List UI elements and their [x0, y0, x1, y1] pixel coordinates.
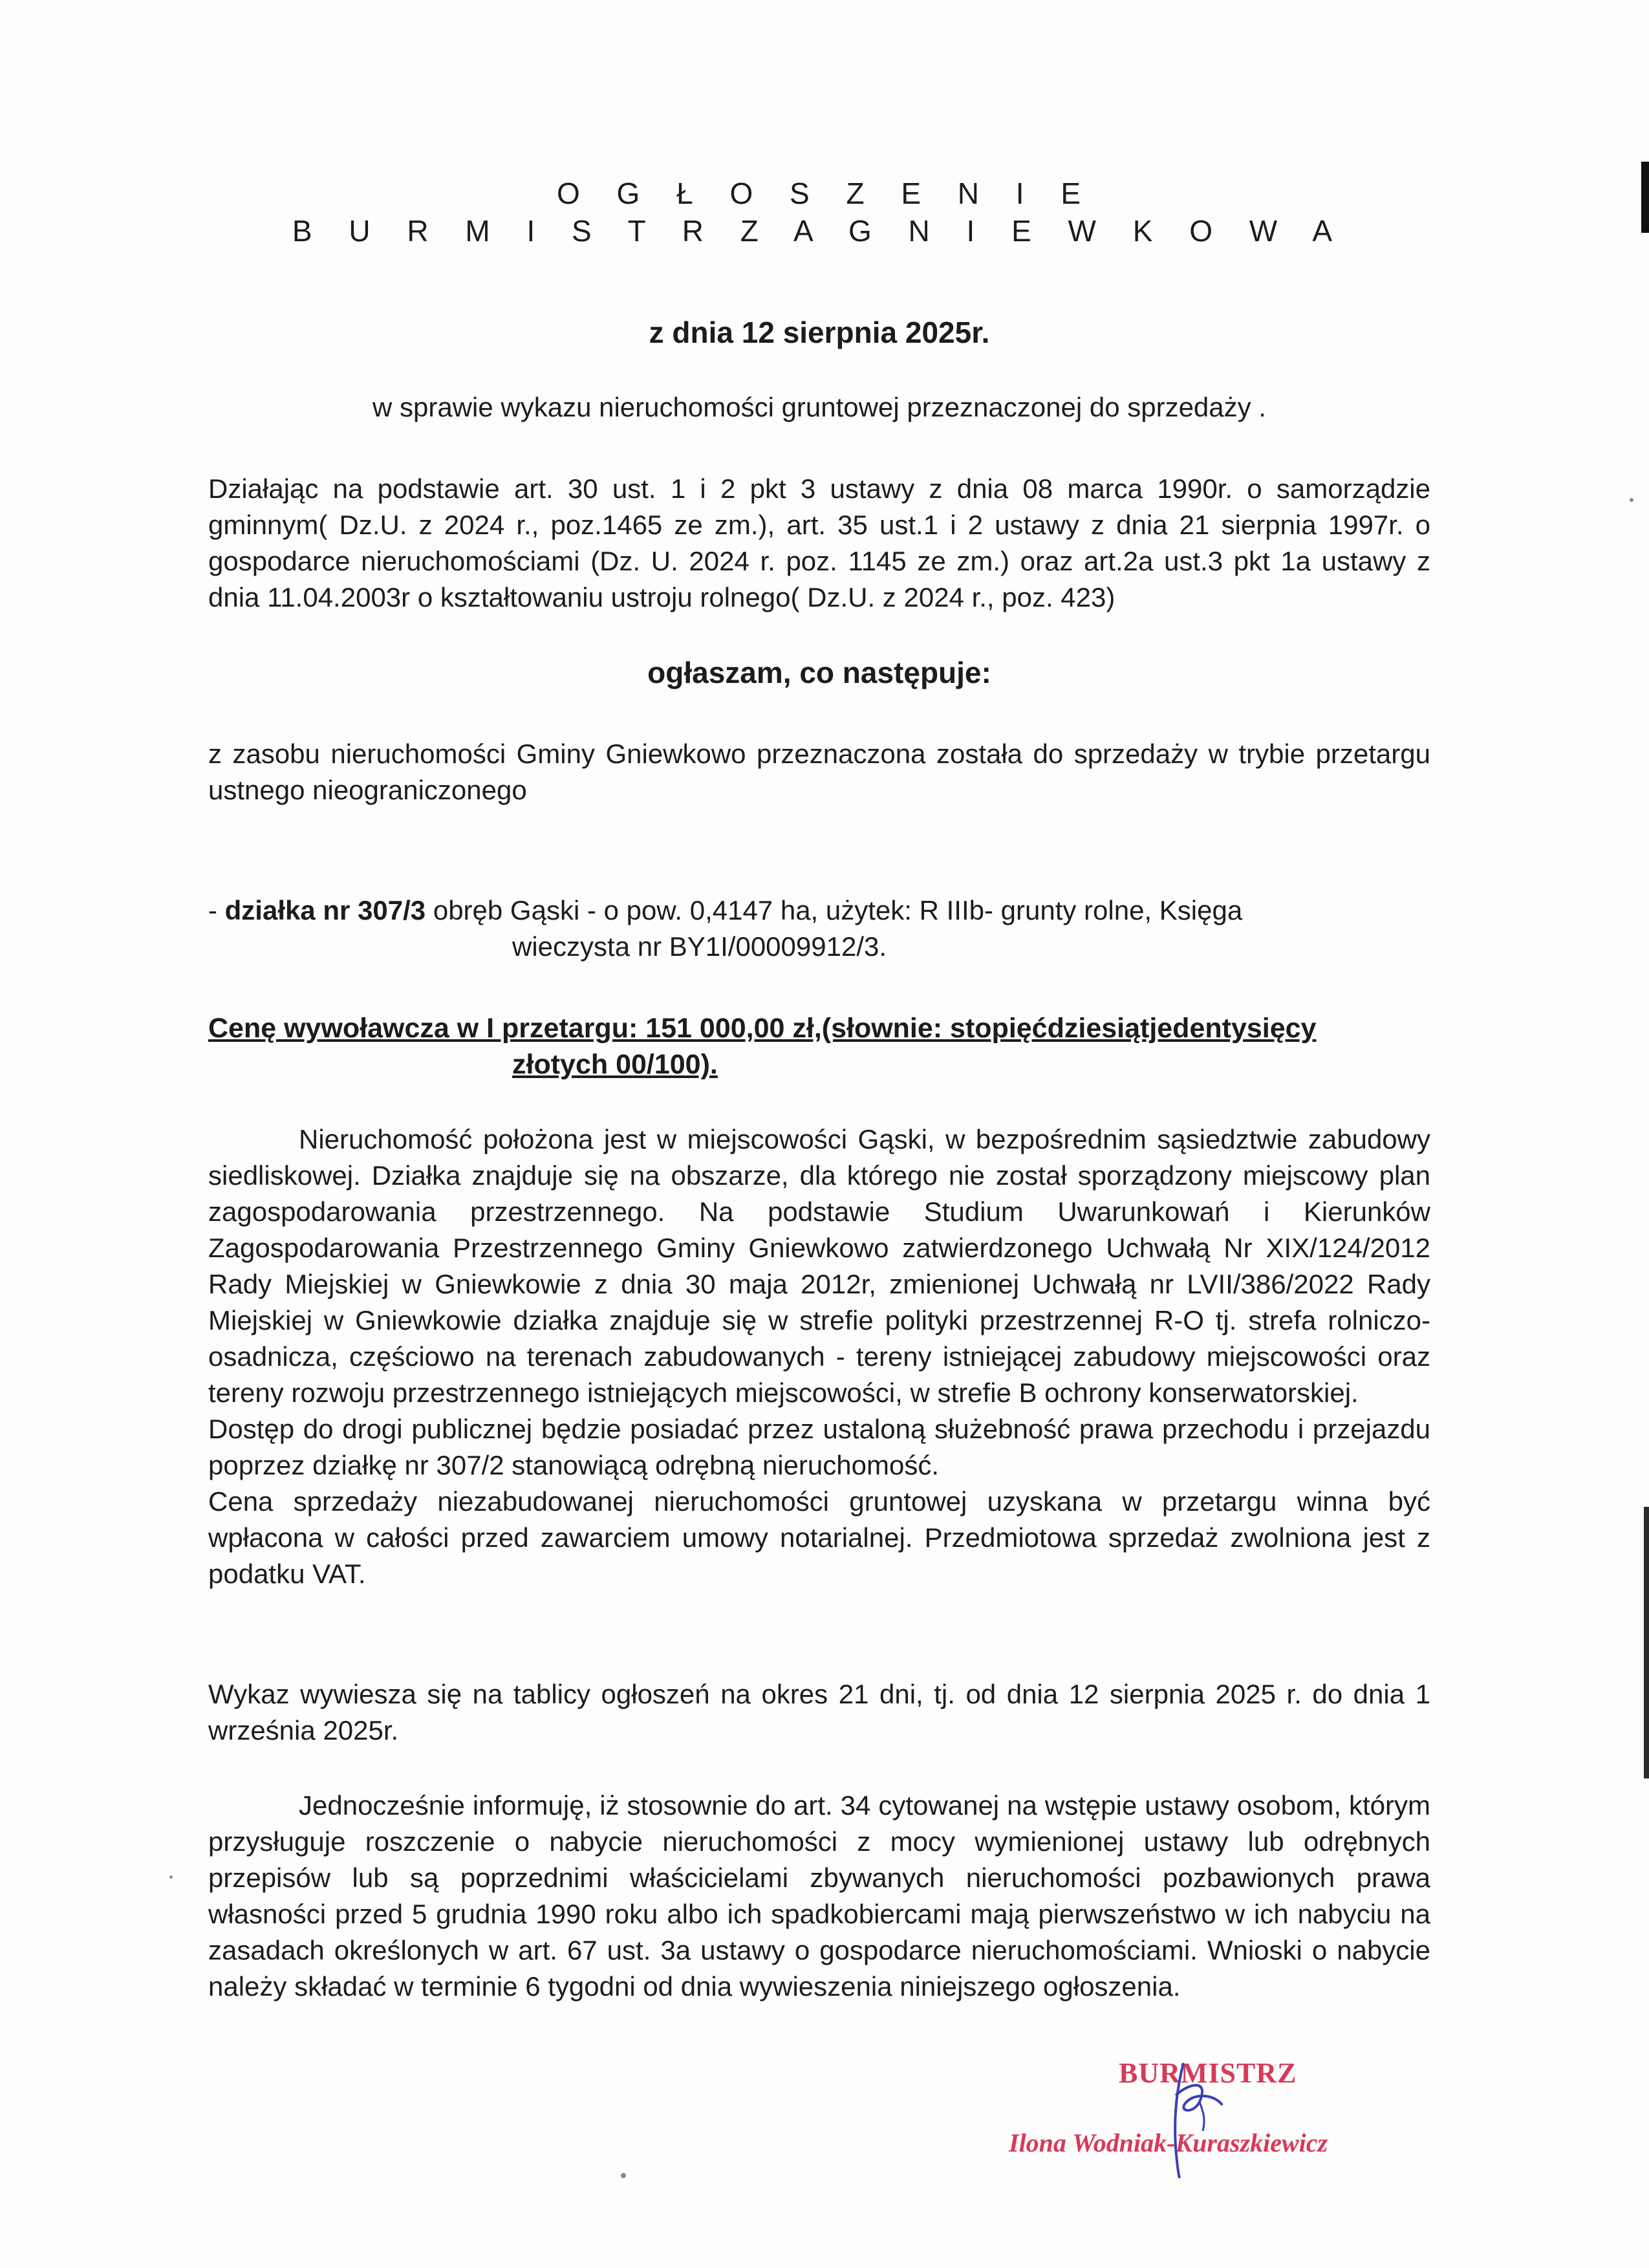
document-title: O G Ł O S Z E N I E	[556, 177, 1095, 210]
document-content	[208, 175, 1430, 2005]
description-paragraph: Cena sprzedaży niezabudowanej nieruchomości gruntowej uzyskana w przetargu winna być wpłacona w całości przed zawarciem umowy notarialnej. Przedmiotowa sprzedaż zwolniona jest z podatku VAT.	[208, 1486, 1430, 1589]
declaration-heading: ogłaszam, co następuje:	[647, 656, 991, 689]
property-description	[208, 1121, 1430, 1592]
starting-price	[208, 1010, 1430, 1083]
price-line2: złotych 00/100).	[512, 1049, 718, 1080]
posting-notice: Wykaz wywiesza się na tablicy ogłoszeń na okres 21 dni, tj. od dnia 12 sierpnia 2025 r. do dnia 1 września 2025r.	[208, 1679, 1430, 1745]
stamp-name: Ilona Wodniak-Kuraszkiewicz	[1009, 2128, 1328, 2157]
scan-speck	[621, 2173, 626, 2178]
description-paragraph: Nieruchomość położona jest w miejscowości Gąski, w bezpośrednim sąsiedztwie zabudowy siedliskowej. Działka znajduje się na obszarze, dla którego nie został sporządzony miejscowy plan zagospodarowania przestrzennego. Na podstawie Studium Uwarunkowań i Kierunków Zagospodarowania Przestrzennego Gminy Gniewkowo zatwierdzonego Uchwałą Nr XIX/124/2012 Rady Miejskiej w Gniewkowie z dnia 30 maja 2012r, zmienionej Uchwałą nr LVII/386/2022 Rady Miejskiej w Gniewkowie działka znajduje się w strefie polityki przestrzennej R-O tj. strefa rolniczo-osadnicza, częściowo na terenach zabudowanych - tereny istniejącej zabudowy miejscowości oraz tereny rozwoju przestrzennego istniejących miejscowości, w strefie B ochrony konserwatorskiej.	[208, 1124, 1430, 1408]
parcel-details	[208, 892, 1430, 965]
stamp-title: BURMISTRZ	[1119, 2057, 1297, 2089]
issuer-title: B U R M I S T R Z A G N I E W K O W A	[292, 214, 1347, 248]
price-line1: Cenę wywoławcza w I przetargu: 151 000,00 zł,(słownie: stopięćdziesiątjedentysięcy	[208, 1013, 1317, 1044]
signature-icon	[1138, 2050, 1242, 2179]
scan-edge-mark	[1644, 1507, 1649, 1778]
mayor-stamp	[1009, 2057, 1397, 2186]
intro-paragraph: z zasobu nieruchomości Gminy Gniewkowo przeznaczona została do sprzedaży w trybie przetargu ustnego nieograniczonego	[208, 739, 1430, 805]
scan-edge-mark	[1641, 162, 1649, 233]
scan-speck	[169, 1875, 173, 1879]
parcel-prefix: -	[208, 895, 225, 925]
description-paragraph: Dostęp do drogi publicznej będzie posiadać przez ustaloną służebność prawa przechodu i przejazdu poprzez działkę nr 307/2 stanowiącą odrębną nieruchomość.	[208, 1414, 1430, 1480]
document-subject: w sprawie wykazu nieruchomości gruntowej przeznaczonej do sprzedaży .	[372, 392, 1266, 422]
document-date: z dnia 12 sierpnia 2025r.	[649, 316, 990, 349]
pre-emption-rights: Jednocześnie informuję, iż stosownie do art. 34 cytowanej na wstępie ustawy osobom, którym przysługuje roszczenie o nabycie nieruchomości z mocy wymienionej ustawy lub odrębnych przepisów lub są poprzednimi właścicielami zbywanych nieruchomości pozbawionych prawa własności przed 5 grudnia 1990 roku albo ich spadkobiercami mają pierwszeństwo w ich nabyciu na zasadach określonych w art. 67 ust. 3a ustawy o gospodarce nieruchomościami. Wnioski o nabycie należy składać w terminie 6 tygodni od dnia wywieszenia niniejszego ogłoszenia.	[208, 1790, 1430, 2002]
parcel-number: działka nr 307/3	[224, 895, 426, 925]
scan-speck	[1630, 498, 1633, 502]
legal-basis: Działając na podstawie art. 30 ust. 1 i 2 pkt 3 ustawy z dnia 08 marca 1990r. o samorządzie gminnym( Dz.U. z 2024 r., poz.1465 ze zm.), art. 35 ust.1 i 2 ustawy z dnia 21 sierpnia 1997r. o gospodarce nieruchomościami (Dz. U. 2024 r. poz. 1145 ze zm.) oraz art.2a ust.3 pkt 1a ustawy z dnia 11.04.2003r o kształtowaniu ustroju rolnego( Dz.U. z 2024 r., poz. 423)	[208, 473, 1430, 612]
parcel-line1: obręb Gąski - o pow. 0,4147 ha, użytek: R IIIb- grunty rolne, Księga	[426, 895, 1243, 925]
parcel-line2: wieczysta nr BY1I/00009912/3.	[512, 931, 887, 962]
